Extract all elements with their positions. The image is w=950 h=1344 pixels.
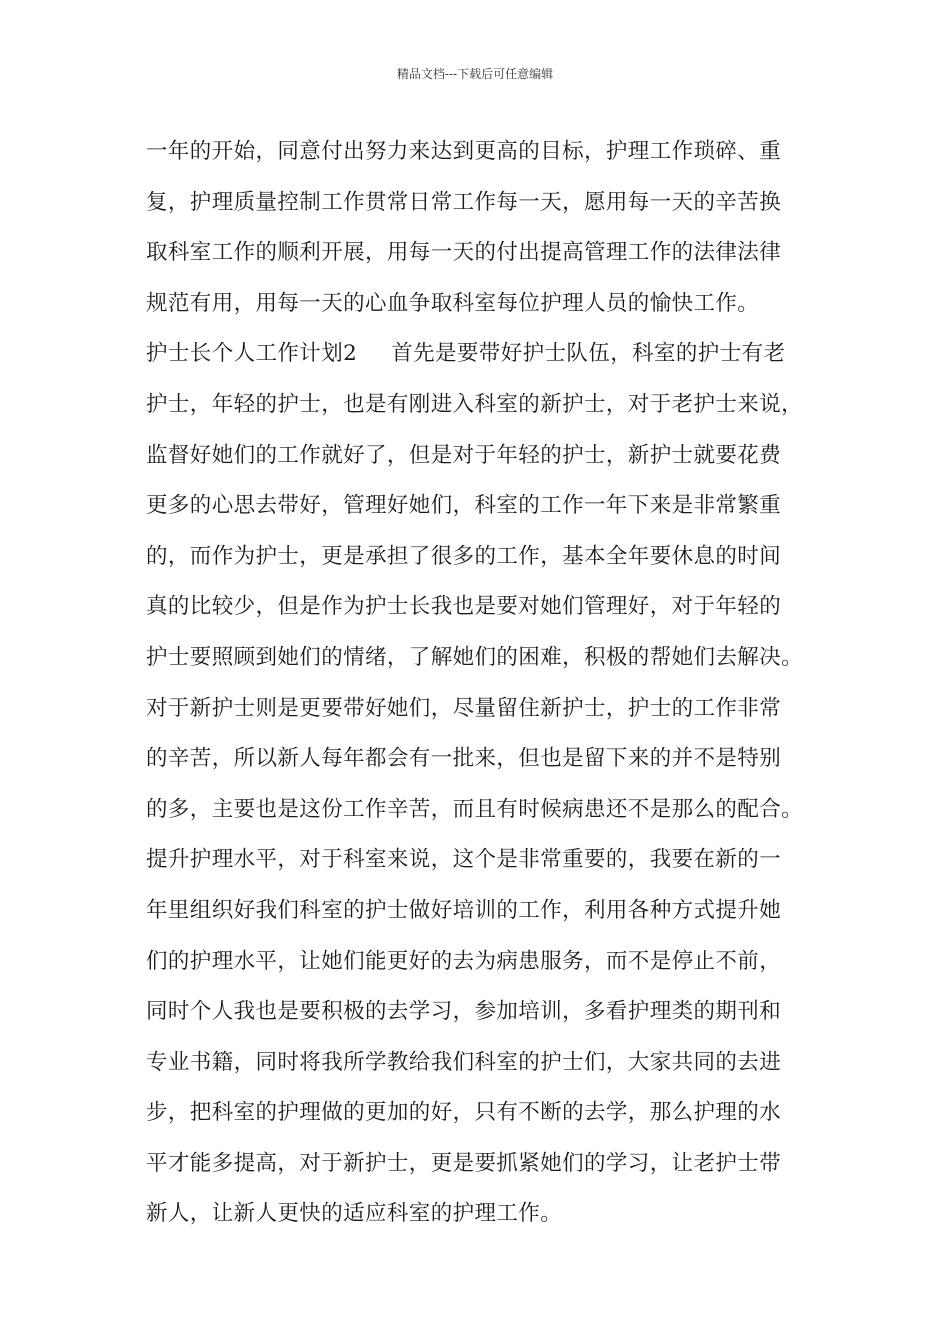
text-line: 专业书籍，同时将我所学教给我们科室的护士们，大家共同的去进 xyxy=(146,1049,782,1075)
text-line: 新人，让新人更快的适应科室的护理工作。 xyxy=(146,1201,563,1227)
page-header: 精品文档---下载后可任意编辑 xyxy=(396,67,554,81)
section-title: 护士长个人工作计划2 xyxy=(146,341,358,367)
section-line xyxy=(146,334,836,385)
text-line: 提升护理水平，对于科室来说，这个是非常重要的，我要在新的一 xyxy=(146,847,782,873)
text-line: 们的护理水平，让她们能更好的去为病患服务，而不是停止不前， xyxy=(146,948,782,974)
text-line: 步，把科室的护理做的更加的好，只有不断的去学，那么护理的水 xyxy=(146,1100,782,1126)
text-line: 平才能多提高，对于新护士，更是要抓紧她们的学习，让老护士带 xyxy=(146,1150,782,1176)
text-line: 一年的开始，同意付出努力来达到更高的目标，护理工作琐碎、重 xyxy=(146,139,782,164)
text-line: 取科室工作的顺利开展，用每一天的付出提高管理工作的法律法律 xyxy=(146,240,782,266)
text-line: 的，而作为护士，更是承担了很多的工作，基本全年要休息的时间 xyxy=(146,543,782,569)
section-text-start: 首先是要带好护士队伍，科室的护士有老 xyxy=(391,341,786,367)
text-line: 对于新护士则是更要带好她们，尽量留住新护士，护士的工作非常 xyxy=(146,695,782,721)
text-line: 护士要照顾到她们的情绪，了解她们的困难，积极的帮她们去解决。 xyxy=(146,644,804,670)
text-line: 同时个人我也是要积极的去学习，参加培训，多看护理类的期刊和 xyxy=(146,999,782,1025)
text-line: 的辛苦，所以新人每年都会有一批来，但也是留下来的并不是特别 xyxy=(146,746,782,772)
text-line: 护士，年轻的护士，也是有刚进入科室的新护士，对于老护士来说， xyxy=(146,391,804,417)
text-line: 规范有用，用每一天的心血争取科室每位护理人员的愉快工作。 xyxy=(146,290,760,316)
text-line: 的多，主要也是这份工作辛苦，而且有时候病患还不是那么的配合。 xyxy=(146,796,804,822)
text-line: 年里组织好我们科室的护士做好培训的工作，利用各种方式提升她 xyxy=(146,897,782,923)
text-line: 复，护理质量控制工作贯常日常工作每一天，愿用每一天的辛苦换 xyxy=(146,189,782,215)
document-body xyxy=(146,132,836,1245)
text-line: 更多的心思去带好，管理好她们，科室的工作一年下来是非常繁重 xyxy=(146,493,782,519)
text-line: 监督好她们的工作就好了，但是对于年轻的护士，新护士就要花费 xyxy=(146,442,782,468)
text-line: 真的比较少，但是作为护士长我也是要对她们管理好，对于年轻的 xyxy=(146,594,782,620)
